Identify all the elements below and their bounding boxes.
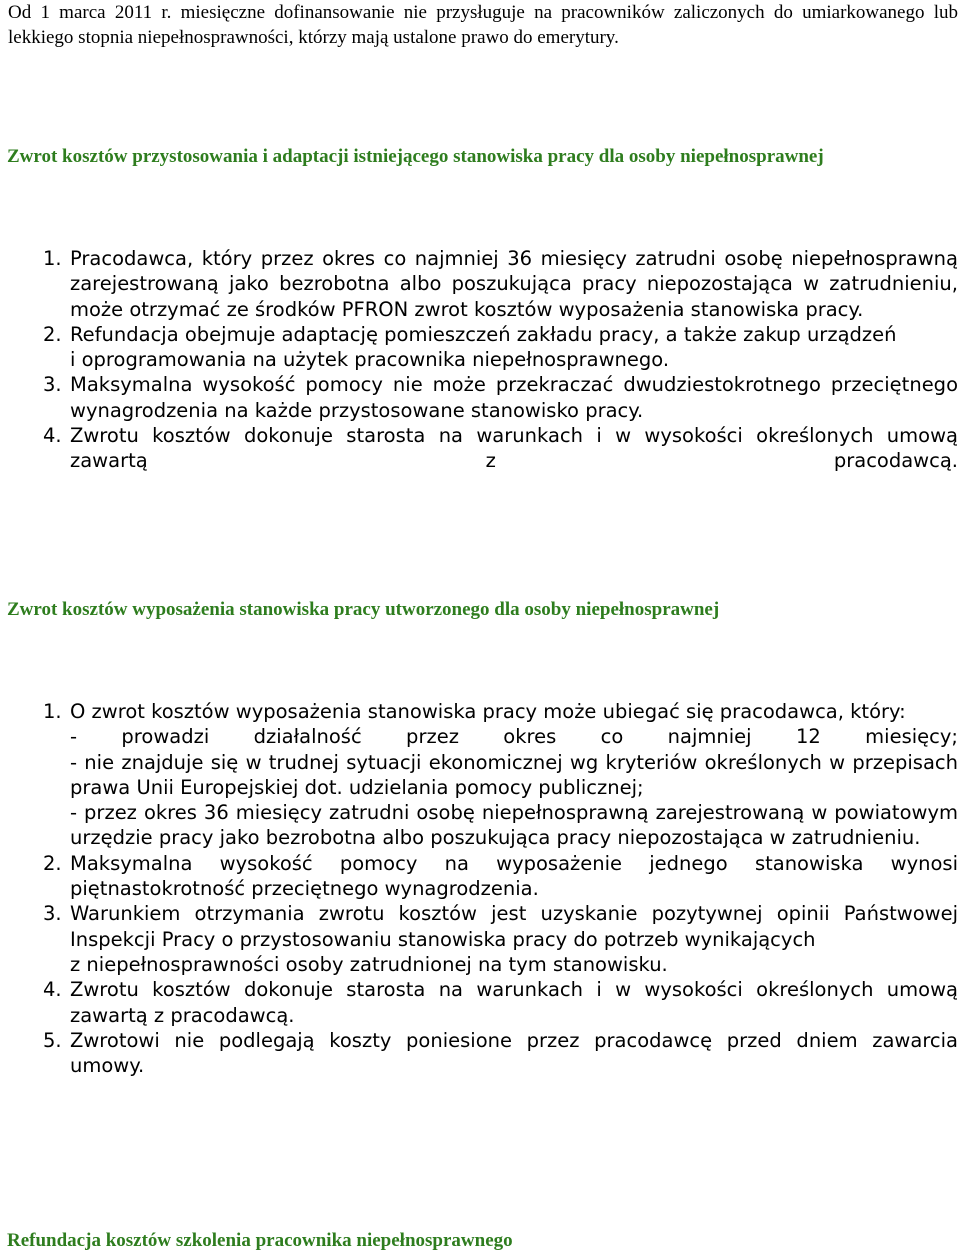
list-item <box>0 901 958 977</box>
list-item-text: O zwrot kosztów wyposażenia stanowiska pracy może ubiegać się pracodawca, który: <box>70 700 906 723</box>
list-item-text: Zwrotowi nie podlegają koszty poniesione przez pracodawcę przed dniem zawarcia umowy. <box>70 1028 958 1078</box>
list-item-number: 3. <box>43 373 62 397</box>
list-item-text: Zwrotu kosztów dokonuje starosta na warunkach i w wysokości określonych umową zawartą z pracodawcą. <box>70 424 958 473</box>
list-item-bullet: - nie znajduje się w trudnej sytuacji ekonomicznej wg kryteriów określonych w przepisach prawa Unii Europejskiej dot. udzielania pomocy publicznej; <box>70 750 958 799</box>
list-item-number: 5. <box>43 1028 62 1052</box>
list-item-text: Refundacja obejmuje adaptację pomieszczeń zakładu pracy, a także zakup urządzeń <box>70 322 897 346</box>
list-item-number: 2. <box>43 322 62 346</box>
list-item <box>0 322 958 373</box>
list-item <box>0 372 958 423</box>
list-item-number: 4. <box>43 424 62 448</box>
list-item-number: 3. <box>43 902 62 926</box>
list-item-text: i oprogramowania na użytek pracownika niepełnosprawnego. <box>70 348 670 372</box>
list-item-text: Pracodawca, który przez okres co najmniej 36 miesięcy zatrudni osobę niepełnosprawną zarejestrowaną jako bezrobotna albo poszukująca pracy niepozostająca w zatrudnieniu, może otrzymać ze środków PFRON zwrot kosztów wyposażenia stanowiska pracy. <box>70 247 958 321</box>
list-item <box>0 423 958 474</box>
adaptation-list <box>0 246 958 474</box>
list-item-bullet: - prowadzi działalność przez okres co najmniej 12 miesięcy; <box>70 725 958 749</box>
list-item <box>0 246 958 322</box>
list-item <box>0 699 958 851</box>
section-heading-adaptation: Zwrot kosztów przystosowania i adaptacji istniejącego stanowiska pracy dla osoby niepełnosprawnej <box>7 146 824 167</box>
list-item <box>0 851 958 902</box>
list-item-number: 1. <box>43 247 62 270</box>
list-item-number: 1. <box>43 700 62 723</box>
list-item <box>0 1028 958 1079</box>
list-item-text: z niepełnosprawności osoby zatrudnionej na tym stanowisku. <box>70 952 668 976</box>
list-item-number: 2. <box>43 851 62 875</box>
list-item-text: Zwrotu kosztów dokonuje starosta na warunkach i w wysokości określonych umową zawartą z pracodawcą. <box>70 978 958 1027</box>
equipment-list <box>0 699 958 1078</box>
list-item-text: Warunkiem otrzymania zwrotu kosztów jest uzyskanie pozytywnej opinii Państwowej Inspekcji Pracy o przystosowaniu stanowiska pracy do potrzeb wynikających <box>70 902 958 951</box>
section-heading-training: Refundacja kosztów szkolenia pracownika niepełnosprawnego <box>7 1230 513 1251</box>
list-item <box>0 977 958 1028</box>
intro-paragraph: Od 1 marca 2011 r. miesięczne dofinansowanie nie przysługuje na pracowników zaliczonych do umiarkowanego lub lekkiego stopnia niepełnosprawności, którzy mają ustalone prawo do emerytury. <box>8 2 958 48</box>
list-item-number: 4. <box>43 978 62 1002</box>
section-heading-equipment: Zwrot kosztów wyposażenia stanowiska pracy utworzonego dla osoby niepełnosprawnej <box>7 599 720 620</box>
list-item-text: Maksymalna wysokość pomocy nie może przekraczać dwudziestokrotnego przeciętnego wynagrodzenia na każde przystosowane stanowisko pracy. <box>70 373 958 422</box>
list-item-bullet: - przez okres 36 miesięcy zatrudni osobę niepełnosprawną zarejestrowaną w powiatowym urzędzie pracy jako bezrobotna albo poszukująca pracy niepozostająca w zatrudnieniu. <box>70 801 958 850</box>
list-item-text: Maksymalna wysokość pomocy na wyposażenie jednego stanowiska wynosi piętnastokrotność przeciętnego wynagrodzenia. <box>70 851 958 901</box>
